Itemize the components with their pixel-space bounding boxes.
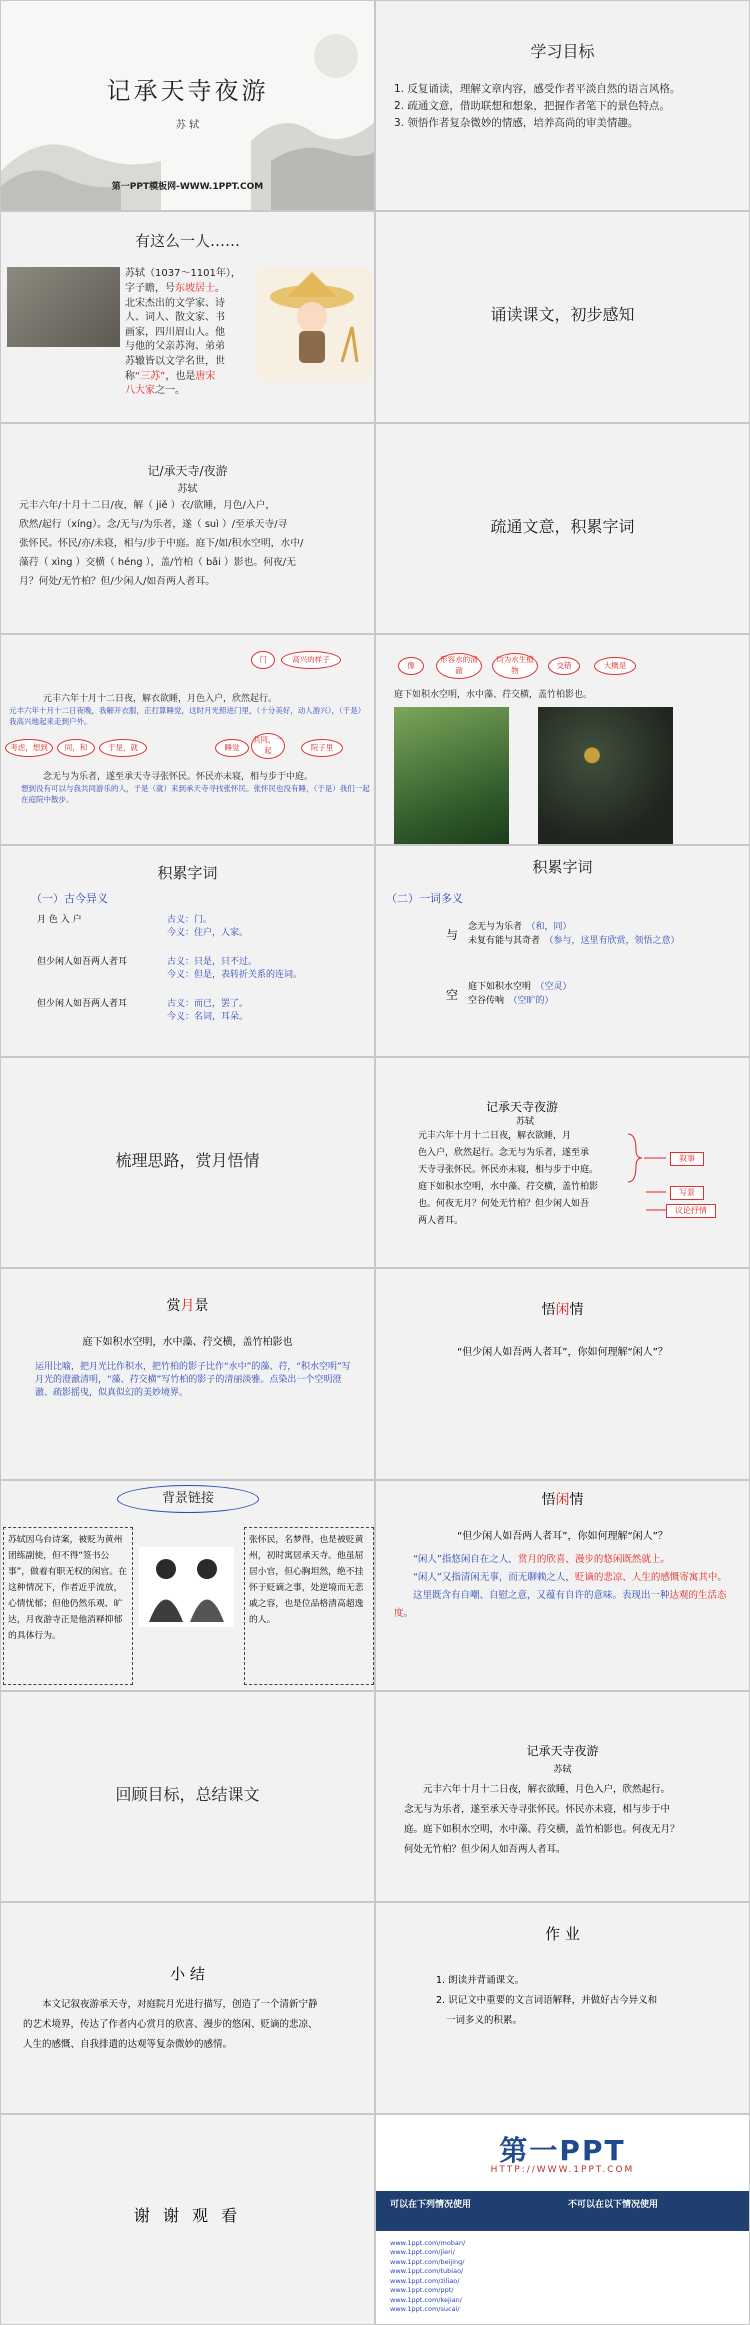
template-link[interactable]: www.1ppt.com/jieri/ — [390, 2248, 455, 2257]
intro-highlight: 东坡居士 — [175, 282, 215, 294]
annotation-tag: 同，和 — [57, 739, 95, 757]
annotation-tag: 大概是 — [594, 657, 636, 675]
text-line: 何处无竹柏？但少闲人如吾两人者耳。 — [404, 1843, 566, 1855]
text-line: 元丰六年/十月十二日/夜，解（ jiě ）衣/欲睡，月色/入户， — [19, 499, 276, 511]
portrait-image — [7, 267, 120, 347]
section-heading: 诵读课文，初步感知 — [490, 305, 635, 325]
homework-title: 作 业 — [545, 1925, 580, 1944]
intro-line: 苏辙皆以文学名世，世 — [125, 355, 225, 367]
slide-vocab-polysemy[interactable] — [375, 845, 750, 1056]
answer-text: “闲人”指悠闲自在之人， — [413, 1553, 518, 1565]
intro-line: 。 — [215, 282, 225, 294]
source-line: 元丰六年十月十二日夜，解衣欲睡，月色入户，欣然起行。 — [43, 694, 278, 705]
page-title: 记承天寺夜游 — [106, 77, 269, 105]
homework-item: 1. 朗读并背诵课文。 — [436, 1975, 525, 1987]
polysemy-example: 庭下如积水空明 — [468, 982, 532, 993]
answer-text: “闲人”又指清闲无事，而无聊赖之人， — [413, 1571, 575, 1583]
polysemy-meaning: （参与，这里有欣赏，领悟之意） — [549, 936, 680, 947]
annotation-tag: 高兴的样子 — [281, 651, 341, 669]
template-link[interactable]: www.1ppt.com/ppt/ — [390, 2286, 454, 2295]
translation-note: 元丰六年十月十二日夜晚，我解开衣服，正打算睡觉，这时月光照进门里，（十分美好，动人游兴），（于是）我高兴地起来走到户外。 — [9, 706, 366, 727]
intro-line: 字子瞻，号 — [125, 282, 175, 294]
goal-item: 2. 疏通文意，借助联想和想象，把握作者笔下的景色特点。 — [394, 100, 670, 112]
vocab-new: 今义：住户，人家。 — [167, 928, 249, 939]
heading-part: 悟 — [541, 1302, 556, 1319]
summary-title: 小 结 — [170, 1965, 205, 1984]
annotation-tag: 像 — [398, 657, 424, 675]
slide-sort-ideas[interactable] — [0, 1057, 375, 1268]
slide-appreciate-moon[interactable] — [0, 1268, 375, 1479]
polysemy-example: 念无与为乐者 — [468, 922, 523, 933]
text-title: 记承天寺夜游 — [526, 1743, 599, 1758]
text-line: 天寺寻张怀民。怀民亦未寝，相与步于中庭。 — [418, 1164, 599, 1175]
annotation-tag: 于是，就 — [99, 739, 147, 757]
slide-summary[interactable] — [0, 1902, 375, 2113]
source-line: 庭下如积水空明，水中藻、荇交横，盖竹柏影也。 — [394, 690, 593, 701]
intro-line: 人、词人、散文家、书 — [125, 312, 225, 324]
section-heading: 回顾目标，总结课文 — [115, 1784, 260, 1804]
vocab-word: 但少闲人如吾两人者耳 — [37, 957, 128, 968]
text-line: 念无与为乐者，遂至承天寺寻张怀民。怀民亦未寝，相与步于中 — [404, 1803, 671, 1815]
answer-highlight: 达观的生活态度 — [394, 1589, 727, 1619]
polysemy-example: 空谷传响 — [468, 996, 505, 1007]
text-title: 记/承天寺/夜游 — [147, 463, 228, 478]
slide-translation-2[interactable] — [375, 634, 750, 845]
thanks-text: 谢 谢 观 看 — [133, 2205, 242, 2225]
section-heading — [376, 1299, 749, 1319]
text-line: 色入户，欣然起行。念无与为乐者，遂至承 — [418, 1147, 590, 1158]
background-title: 背景链接 — [117, 1485, 259, 1513]
annotation-tag: 院子里 — [301, 739, 343, 757]
slide-read-aloud[interactable] — [375, 211, 750, 422]
slide-understand-emotion[interactable] — [375, 1268, 750, 1479]
goal-item: 3. 领悟作者复杂微妙的情感，培养高尚的审美情趣。 — [394, 117, 639, 129]
intro-line: 北宋杰出的文学家、诗 — [125, 297, 225, 309]
polysemy-char: 空 — [446, 988, 459, 1003]
annotation-tag: 考虑，想到 — [5, 739, 53, 757]
goals-title: 学习目标 — [530, 42, 595, 61]
polysemy-example: 未复有能与其奇者 — [468, 936, 541, 947]
annotation-tag: 共同，一起 — [251, 733, 285, 759]
vocab-title: 积累字词 — [157, 864, 218, 883]
homework-item: 2. 识记文中重要的文言词语解释，并做好古今异义和 — [436, 1995, 658, 2007]
template-logo: 第一PPT — [499, 2133, 626, 2167]
text-line: 月？何处/无竹柏？但/少闲人/如吾两人者耳。 — [19, 575, 216, 587]
analysis-note: 运用比喻，把月光比作积水，把竹柏的影子比作“水中”的藻、荇，“积水空明”写月光的澄澈清明，“藻、荇交横”写竹柏的影子的清丽淡雅。点染出一个空明澄澈、疏影摇曳，似真似幻的美妙境界。 — [35, 1362, 351, 1399]
template-link[interactable]: www.1ppt.com/moban/ — [390, 2238, 466, 2247]
slide-thanks[interactable] — [0, 2114, 375, 2325]
text-author: 苏轼 — [553, 1764, 572, 1775]
background-right-box: 张怀民，名梦得，也是被贬黄州，初时寓居承天寺。他虽屈居小官，但心胸坦然，绝不挂怀于贬谪之事，处逆境而无悲戚之容，也是位品格清高超逸的人。 — [244, 1527, 374, 1685]
text-line: 欣然/起行（xíng）。念/无与/为乐者，遂（ suì ）/至承天寺/寻 — [19, 518, 288, 530]
polysemy-char: 与 — [446, 928, 459, 943]
slide-template-info[interactable] — [375, 2114, 750, 2325]
annotation-tag: 睡觉 — [215, 739, 249, 757]
answer-text: 这里既含有自嘲、自慰之意，又蕴有自许的意味。表现出一种 — [413, 1589, 670, 1601]
slide-homework[interactable] — [375, 1902, 750, 2113]
text-line: 张怀民。怀民/亦/未寝，相与/步于中庭。庭下/如/积水空明，水中/ — [19, 537, 304, 549]
template-link[interactable]: www.1ppt.com/beijing/ — [390, 2257, 465, 2266]
annotation-tag: 均为水生植物 — [492, 653, 538, 679]
text-line: 两人者耳。 — [418, 1215, 464, 1226]
intro-line: 之一。 — [155, 385, 185, 397]
goal-item: 1. 反复诵读，理解文章内容，感受作者平淡自然的语言风格。 — [394, 83, 681, 95]
translation-note: 想到没有可以与我共同游乐的人，于是（就）来到承天寺寻找张怀民。张怀民也没有睡，（于是）我们一起在庭院中散步。 — [21, 784, 370, 805]
structure-tag: 叙事 — [670, 1152, 704, 1166]
vocab-row — [37, 956, 367, 998]
footer[interactable]: 第一PPT模板网-WWW.1PPT.COM — [111, 182, 264, 192]
vocab-new: 今义：但是，表转折关系的连词。 — [167, 970, 303, 981]
text-author: 苏轼 — [177, 483, 198, 495]
vocab-old: 古义：只是，只不过。 — [167, 957, 258, 968]
author: 苏 轼 — [175, 120, 200, 131]
slide-translation-1[interactable] — [0, 634, 375, 845]
intro-highlight: “三苏” — [135, 370, 166, 382]
allowed-heading: 可以在下列情况使用 — [390, 2199, 472, 2210]
text-line: 庭下如积水空明，水中藻、荇交横，盖竹柏影 — [418, 1181, 599, 1192]
polysemy-meaning: （和，同） — [531, 922, 572, 933]
text-line: 也。何夜无月？何处无竹柏？但少闲人如吾 — [418, 1198, 590, 1209]
heading-part: 景 — [194, 1298, 209, 1315]
homework-item: 一词多义的积累。 — [446, 2015, 523, 2027]
heading-highlight: 闲 — [555, 1302, 570, 1319]
text-line: 元丰六年十月十二日夜，解衣欲睡，月色入户，欣然起行。 — [423, 1783, 671, 1795]
vocab-word: 月 色 入 户 — [37, 915, 82, 926]
background-left-box: 苏轼因乌台诗案，被贬为黄州团练副使，但不得“签书公事”，做着有职无权的闲官。在这种情况下，作者近乎流放，心情忧郁；但他仍然乐观、旷达，月夜游寺正是他消释抑郁的具体行为。 — [3, 1527, 133, 1685]
answer-text: 。 — [403, 1607, 414, 1619]
vocab-subtitle: （一）古今异义 — [31, 892, 108, 906]
template-link[interactable]: www.1ppt.com/sucai/ — [390, 2305, 460, 2314]
summary-line: 人生的感慨、自我排遣的达观等复杂微妙的感情。 — [23, 2039, 233, 2051]
vocab-old: 古义：门。 — [167, 915, 213, 926]
vocab-row — [37, 998, 367, 1040]
answer-highlight: 贬谪的悲凉、人生的感慨寄寓其中。 — [574, 1571, 727, 1583]
section-heading: 疏通文意，积累字词 — [490, 516, 635, 536]
heading-highlight: 月 — [180, 1298, 195, 1315]
heading-highlight: 闲 — [555, 1491, 570, 1508]
slide-author-intro[interactable] — [0, 211, 375, 422]
polysemy-meaning: （空灵） — [540, 982, 572, 993]
source-line: 庭下如积水空明，水中藻、荇交横，盖竹柏影也 — [82, 1337, 293, 1349]
text-line: 庭。庭下如积水空明，水中藻、荇交横，盖竹柏影也。何夜无月？ — [404, 1823, 680, 1835]
slide-structure[interactable] — [375, 1057, 750, 1268]
slide-vocab-ancient-modern[interactable] — [0, 845, 375, 1056]
portrait-pair-icon — [139, 1547, 234, 1627]
water-plant-image — [394, 707, 509, 845]
lotus-pond-image — [538, 707, 673, 845]
cartoon-figure-icon — [257, 267, 372, 382]
summary-line: 的艺术境界，传达了作者内心赏月的欣喜、漫步的悠闲、贬谪的悲凉、 — [23, 2019, 318, 2031]
vocab-title: 积累字词 — [532, 858, 593, 877]
slide-background[interactable] — [0, 1480, 375, 1691]
vocab-word: 但少闲人如吾两人者耳 — [37, 999, 128, 1010]
template-link[interactable]: www.1ppt.com/tubiao/ — [390, 2267, 464, 2276]
answer-highlight: 赏月的欣喜、漫步的悠闲既然就上。 — [517, 1553, 670, 1565]
template-link[interactable]: www.1ppt.com/kejian/ — [390, 2295, 462, 2304]
structure-tag: 议论抒情 — [666, 1204, 716, 1218]
question: “但少闲人如吾两人者耳”，你如何理解“闲人”？ — [457, 1530, 668, 1542]
vocab-new: 今义：名词，耳朵。 — [167, 1012, 249, 1023]
annotation-tag: 交错 — [548, 657, 580, 675]
intro-line: 苏轼（1037～1101年）， — [125, 268, 241, 280]
question: “但少闲人如吾两人者耳”，你如何理解“闲人”？ — [457, 1347, 668, 1359]
intro-line: 与他的父亲苏洵、弟弟 — [125, 341, 225, 353]
heading-part: 赏 — [166, 1298, 181, 1315]
text-author: 苏轼 — [516, 1116, 535, 1127]
disallowed-heading: 不可以在以下情况使用 — [568, 2199, 659, 2210]
slide-review-goals[interactable] — [0, 1691, 375, 1902]
heading-part: 情 — [569, 1491, 584, 1508]
slide-understand-text[interactable] — [375, 423, 750, 634]
slide-understand-emotion-answer[interactable] — [375, 1480, 750, 1691]
heading-part: 情 — [569, 1302, 584, 1319]
intro-line: ，也是 — [165, 370, 196, 382]
text-title: 记承天寺夜游 — [486, 1099, 559, 1114]
section-heading — [1, 1295, 374, 1315]
polysemy-meaning: （空旷的） — [513, 996, 554, 1007]
annotation-tag: 门 — [251, 651, 275, 669]
source-line: 念无与为乐者，遂至承天寺寻张怀民。怀民亦未寝，相与步于中庭。 — [43, 772, 314, 783]
slide-text-pauses[interactable] — [0, 423, 375, 634]
intro-title: 有这么一人…… — [134, 232, 240, 251]
template-url[interactable]: HTTP://WWW.1PPT.COM — [490, 2164, 635, 2175]
slide-full-text[interactable] — [375, 1691, 750, 1902]
intro-line: 画家，四川眉山人。他 — [125, 326, 225, 338]
text-line: 元丰六年十月十二日夜，解衣欲睡，月 — [418, 1130, 572, 1141]
heading-part: 悟 — [541, 1491, 556, 1508]
summary-line: 本文记叙夜游承天寺，对庭院月光进行描写，创造了一个清新宁静 — [42, 1999, 318, 2011]
text-line: 藻荇（ xìng ）交横（ héng ），盖/竹柏（ bǎi ）影也。何夜/无 — [19, 556, 296, 568]
slide-title-cover[interactable] — [0, 0, 375, 211]
annotation-tag: 形容水的清澈 — [436, 653, 482, 679]
vocab-subtitle: （二）一词多义 — [386, 892, 463, 906]
vocab-row — [37, 914, 367, 956]
slide-learning-goals[interactable] — [375, 0, 750, 211]
intro-highlight: 八大家 — [125, 385, 155, 397]
vocab-old: 古义：而已，罢了。 — [167, 999, 249, 1010]
section-heading — [376, 1489, 749, 1509]
intro-highlight: 唐宋 — [195, 370, 216, 382]
intro-line: 称 — [125, 370, 135, 382]
section-heading: 梳理思路，赏月悟情 — [115, 1150, 260, 1170]
structure-tag: 写景 — [670, 1186, 704, 1200]
template-link[interactable]: www.1ppt.com/ziliao/ — [390, 2276, 460, 2285]
